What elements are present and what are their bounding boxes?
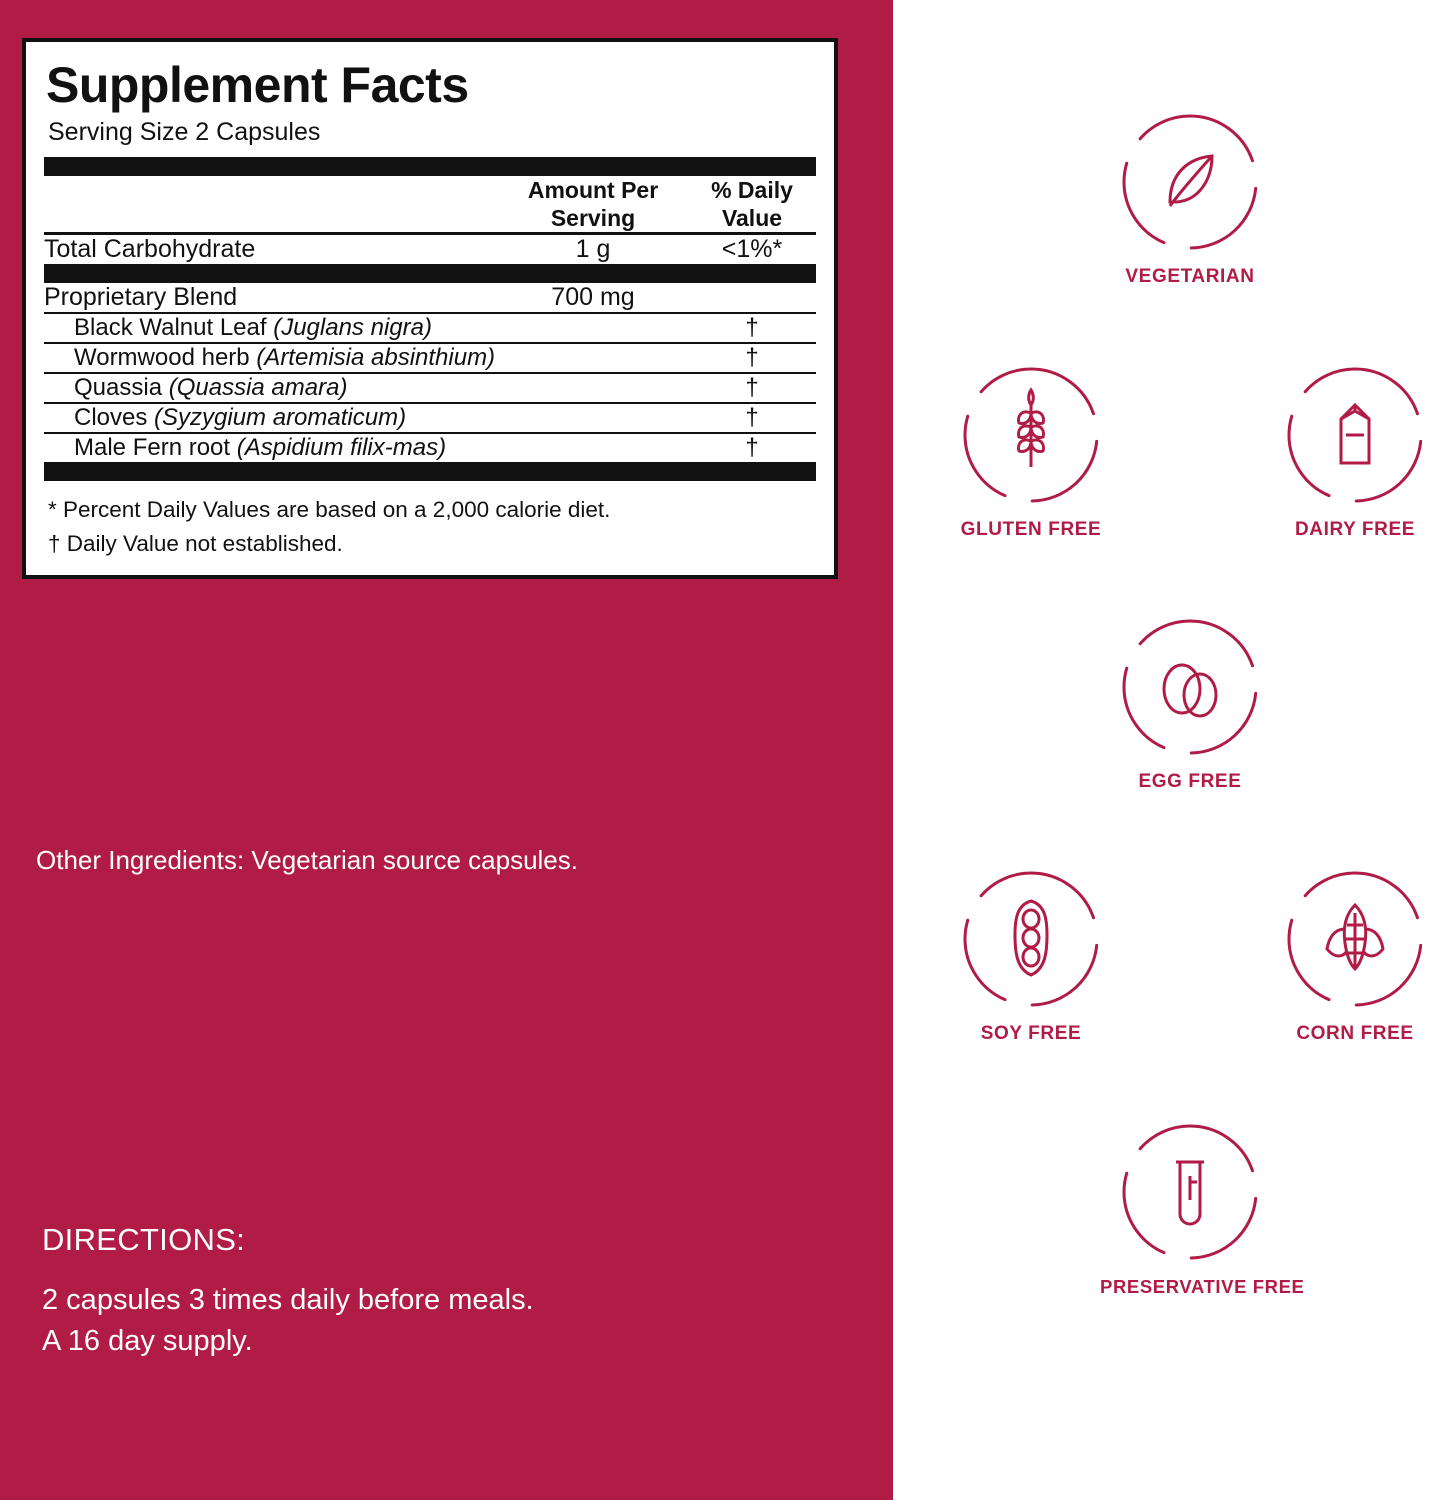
badge-soy-free — [941, 867, 1121, 1045]
badge-egg-free — [1100, 615, 1280, 793]
ingredient-dv-wormwood-herb: † — [688, 343, 816, 373]
ingredient-amount-wormwood-herb — [498, 343, 688, 373]
header-amount-line1: Amount Per — [527, 177, 659, 203]
wheat-icon — [959, 363, 1103, 507]
ingredient-name-black-walnut-leaf — [44, 313, 498, 343]
corn-icon — [1283, 867, 1427, 1011]
divider-thick-bottom — [44, 462, 816, 481]
badge-label-preservative-free: PRESERVATIVE FREE — [1100, 1276, 1305, 1297]
certification-badges — [893, 0, 1433, 1500]
badge-vegetarian — [1100, 110, 1280, 288]
header-blank — [44, 176, 498, 232]
test-tube-icon — [1118, 1120, 1262, 1264]
table-row-ingredient — [44, 343, 816, 373]
table-row-total-carbohydrate — [44, 235, 816, 264]
row-amount-proprietary-blend: 700 mg — [498, 283, 688, 313]
table-row-proprietary-blend — [44, 283, 816, 313]
ingredient-name-cloves — [44, 403, 498, 433]
row-name-total-carbohydrate: Total Carbohydrate — [44, 235, 256, 264]
badge-label-gluten-free: GLUTEN FREE — [960, 519, 1102, 540]
badge-label-soy-free: SOY FREE — [980, 1023, 1082, 1044]
ingredient-amount-male-fern-root — [498, 433, 688, 462]
ingredient-dv-black-walnut-leaf: † — [688, 313, 816, 343]
footnote-percent-daily-value: * Percent Daily Values are based on a 2,000 calorie diet. — [48, 497, 611, 523]
supplement-facts-panel — [22, 38, 838, 579]
ingredient-latin-name: (Juglans nigra) — [273, 314, 432, 342]
row-name-proprietary-blend: Proprietary Blend — [44, 283, 498, 313]
footnotes — [44, 493, 816, 561]
badge-corn-free — [1265, 867, 1433, 1045]
badge-gluten-free — [941, 363, 1121, 541]
table-row-ingredient — [44, 433, 816, 462]
ingredient-amount-cloves — [498, 403, 688, 433]
table-header-row — [44, 176, 816, 232]
ingredient-amount-black-walnut-leaf — [498, 313, 688, 343]
other-ingredients-text: Other Ingredients: Vegetarian source capsules. — [36, 845, 578, 875]
milk-carton-icon — [1283, 363, 1427, 507]
ingredient-common-name: Male Fern root — [74, 434, 231, 462]
header-daily-value — [688, 176, 816, 232]
header-dv-line2: Value — [721, 205, 783, 232]
table-row-ingredient — [44, 403, 816, 433]
ingredient-name-male-fern-root — [44, 433, 498, 462]
table-row-ingredient — [44, 313, 816, 343]
divider-thick-top — [44, 157, 816, 176]
row-amount-total-carbohydrate: 1 g — [575, 235, 611, 264]
badge-dairy-free — [1265, 363, 1433, 541]
badge-label-vegetarian: VEGETARIAN — [1125, 266, 1255, 287]
ingredient-common-name: Cloves — [74, 404, 148, 432]
row-dv-total-carbohydrate: <1%* — [721, 235, 783, 264]
ingredient-common-name: Black Walnut Leaf — [74, 314, 267, 342]
ingredient-common-name: Quassia — [74, 374, 163, 402]
supplement-facts-body — [44, 235, 816, 264]
soybean-icon — [959, 867, 1103, 1011]
ingredient-latin-name: (Aspidium filix-mas) — [236, 434, 447, 462]
header-dv-line1: % Daily — [711, 177, 793, 203]
ingredient-dv-male-fern-root: † — [745, 434, 759, 462]
ingredient-name-quassia — [44, 373, 498, 403]
directions-line-2: A 16 day supply. — [42, 1325, 253, 1358]
badge-label-dairy-free: DAIRY FREE — [1294, 519, 1416, 540]
ingredient-dv-cloves: † — [688, 403, 816, 433]
ingredient-latin-name: (Syzygium aromaticum) — [154, 404, 407, 432]
supplement-facts-title: Supplement Facts — [46, 57, 469, 113]
ingredient-latin-name: (Artemisia absinthium) — [256, 344, 496, 372]
badge-label-egg-free: EGG FREE — [1138, 771, 1242, 792]
supplement-facts-table — [44, 176, 816, 232]
badge-preservative-free — [1100, 1120, 1305, 1298]
proprietary-blend-table — [44, 283, 816, 462]
footnote-daily-value-not-established: † Daily Value not established. — [48, 530, 343, 556]
row-dv-proprietary-blend — [688, 283, 816, 313]
ingredient-name-wormwood-herb — [44, 343, 498, 373]
serving-size-text: Serving Size 2 Capsules — [48, 118, 321, 146]
header-amount-line2: Serving — [550, 205, 636, 232]
ingredient-dv-quassia: † — [688, 373, 816, 403]
egg-icon — [1118, 615, 1262, 759]
ingredient-common-name: Wormwood herb — [74, 344, 250, 372]
header-amount-per-serving — [498, 176, 688, 232]
directions-title: DIRECTIONS: — [42, 1222, 246, 1257]
ingredient-amount-quassia — [498, 373, 688, 403]
ingredient-latin-name: (Quassia amara) — [168, 374, 348, 402]
badge-label-corn-free: CORN FREE — [1296, 1023, 1414, 1044]
directions-block — [42, 1222, 842, 1362]
directions-line-1: 2 capsules 3 times daily before meals. — [42, 1284, 534, 1316]
table-row-ingredient — [44, 373, 816, 403]
divider-thick-middle — [44, 264, 816, 283]
leaf-icon — [1118, 110, 1262, 254]
